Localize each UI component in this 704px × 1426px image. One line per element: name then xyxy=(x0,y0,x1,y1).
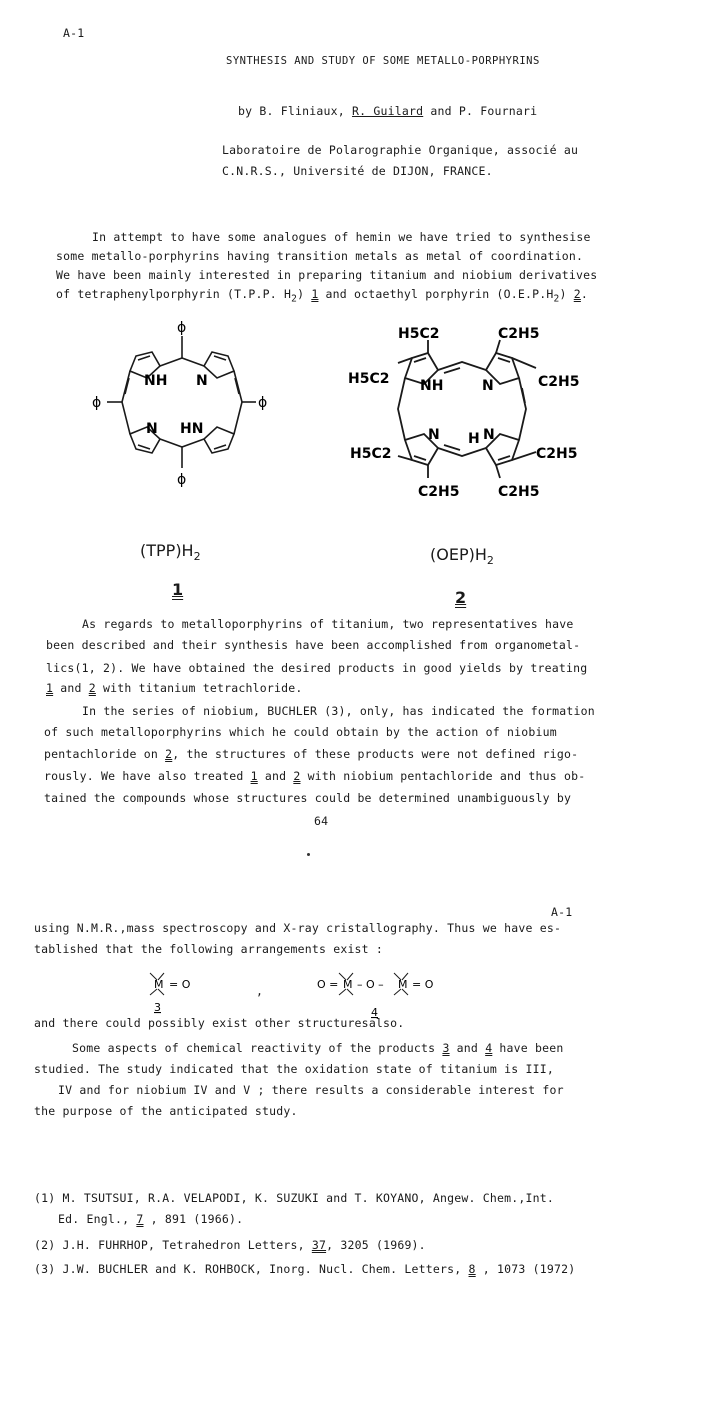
oep-ethyl-left-bottom: H5C2 xyxy=(350,446,392,462)
page2-line-6: IV and for niobium IV and V ; there results a considerable interest for xyxy=(58,1083,564,1097)
oep-ethyl-top-left: H5C2 xyxy=(398,326,440,342)
tpp-number: 1 xyxy=(172,580,184,599)
oep-ethyl-right-top: C2H5 xyxy=(538,374,580,390)
oep-ethyl-bottom-right: C2H5 xyxy=(498,484,540,500)
intro-line-1: In attempt to have some analogues of hemin we have tried to synthesise xyxy=(92,230,591,244)
oep-ethyl-top-right: C2H5 xyxy=(498,326,540,342)
compound-ref-1: 1 xyxy=(311,287,319,301)
p1-line-4: 1 and 2 with titanium tetrachloride. xyxy=(46,681,303,695)
structure-separator: , xyxy=(256,984,264,998)
intro-line-3: We have been mainly interested in preparing titanium and niobium derivatives xyxy=(56,268,598,282)
oep-ethyl-right-bottom: C2H5 xyxy=(536,446,578,462)
tpp-atom-n-bottom: N xyxy=(146,421,158,437)
p2-line-4: rously. We have also treated 1 and 2 with niobium pentachloride and thus ob- xyxy=(44,769,586,783)
page2-line-1: using N.M.R.,mass spectroscopy and X-ray cristallography. Thus we have es- xyxy=(34,921,562,935)
structure-4-metal-2: M xyxy=(398,978,408,991)
oep-ethyl-bottom-left: C2H5 xyxy=(418,484,460,500)
tpp-atom-n-top: N xyxy=(196,373,208,389)
paper-title: SYNTHESIS AND STUDY OF SOME METALLO-PORPHYRINS xyxy=(226,55,540,67)
reference-1-line-1: (1) M. TSUTSUI, R.A. VELAPODI, K. SUZUKI and T. KOYANO, Angew. Chem.,Int. xyxy=(34,1191,555,1205)
structure-3-metal: M xyxy=(154,978,164,991)
oep-atom-n-bottom-right: N xyxy=(483,427,495,443)
structure-4-number: 4 xyxy=(371,1006,378,1019)
tpp-atom-hn: HN xyxy=(180,421,204,437)
page-tag: A-1 xyxy=(63,26,85,40)
tpp-atom-nh: NH xyxy=(144,373,168,389)
intro-line-4: of tetraphenylporphyrin (T.P.P. $H_2$) 1 and octaethyl porphyrin $(O.E.P.H_2)$ 2. xyxy=(56,287,588,305)
page2-line-2: tablished that the following arrangements exist : xyxy=(34,942,384,956)
reference-1-line-2: Ed. Engl., 7 , 891 (1966). xyxy=(58,1212,244,1226)
p1-line-3: lics(1, 2). We have obtained the desired products in good yields by treating xyxy=(46,661,588,675)
tpp-phenyl-top: ϕ xyxy=(177,320,187,336)
p2-line-2: of such metalloporphyrins which he could obtain by the action of niobium xyxy=(44,725,557,739)
oep-atom-h: H xyxy=(468,431,480,447)
oep-atom-n-top: N xyxy=(482,378,494,394)
page2-line-4: Some aspects of chemical reactivity of the products 3 and 4 have been xyxy=(72,1041,564,1055)
oep-ethyl-left-top: H5C2 xyxy=(348,371,390,387)
tpp-phenyl-left: ϕ xyxy=(92,395,102,411)
compound-ref-2: 2 xyxy=(573,287,581,301)
reference-3: (3) J.W. BUCHLER and K. ROHBOCK, Inorg. Nucl. Chem. Letters, 8 , 1073 (1972) xyxy=(34,1262,576,1276)
affiliation-line-1: Laboratoire de Polarographie Organique, associé au xyxy=(222,143,579,157)
speck-mark xyxy=(307,853,310,856)
authors-prefix: by B. Fliniaux, xyxy=(238,104,352,118)
oep-atom-n-bottom: N xyxy=(428,427,440,443)
page2-line-5: studied. The study indicated that the oxidation state of titanium is III, xyxy=(34,1062,555,1076)
page2-line-3: and there could possibly exist other structuresalso. xyxy=(34,1016,405,1030)
structure-4-bridge: – O – xyxy=(357,978,384,991)
authors-suffix: and P. Fournari xyxy=(423,104,538,118)
page-number: 64 xyxy=(314,814,329,828)
p1-line-2: been described and their synthesis have been accomplished from organometal- xyxy=(46,638,581,652)
authors xyxy=(238,104,537,118)
structure-4-oxo-left: O = xyxy=(317,978,339,991)
p2-line-5: tained the compounds whose structures could be determined unambiguously by xyxy=(44,791,572,805)
oep-atom-nh: NH xyxy=(420,378,444,394)
structure-4-oxo-right: = O xyxy=(412,978,434,991)
p1-line-1: As regards to metalloporphyrins of titanium, two representatives have xyxy=(82,617,574,631)
page2-tag: A-1 xyxy=(551,905,573,919)
oep-label: $(OEP)H_2$ xyxy=(430,545,494,568)
page2-line-7: the purpose of the anticipated study. xyxy=(34,1104,298,1118)
oep-structure xyxy=(340,318,600,503)
p2-line-3: pentachloride on 2, the structures of these products were not defined rigo- xyxy=(44,747,579,761)
structure-3-oxo: = O xyxy=(169,978,191,991)
intro-line-2: some metallo-porphyrins having transition metals as metal of coordination. xyxy=(56,249,584,263)
reference-2: (2) J.H. FUHRHOP, Tetrahedron Letters, 37, 3205 (1969). xyxy=(34,1238,426,1252)
tpp-label: $(TPP)H_2$ xyxy=(140,541,201,564)
tpp-phenyl-bottom: ϕ xyxy=(177,472,187,488)
affiliation-line-2: C.N.R.S., Université de DIJON, FRANCE. xyxy=(222,164,493,178)
author-underlined: R. Guilard xyxy=(351,104,424,118)
structure-3 xyxy=(145,970,205,1015)
structure-4-metal-1: M xyxy=(343,978,353,991)
tpp-structure xyxy=(92,316,272,491)
p2-line-1: In the series of niobium, BUCHLER (3), only, has indicated the formation xyxy=(82,704,595,718)
tpp-phenyl-right: ϕ xyxy=(258,395,268,411)
oep-number: 2 xyxy=(455,588,467,607)
structure-4 xyxy=(315,970,450,1020)
structure-3-number: 3 xyxy=(154,1001,161,1014)
